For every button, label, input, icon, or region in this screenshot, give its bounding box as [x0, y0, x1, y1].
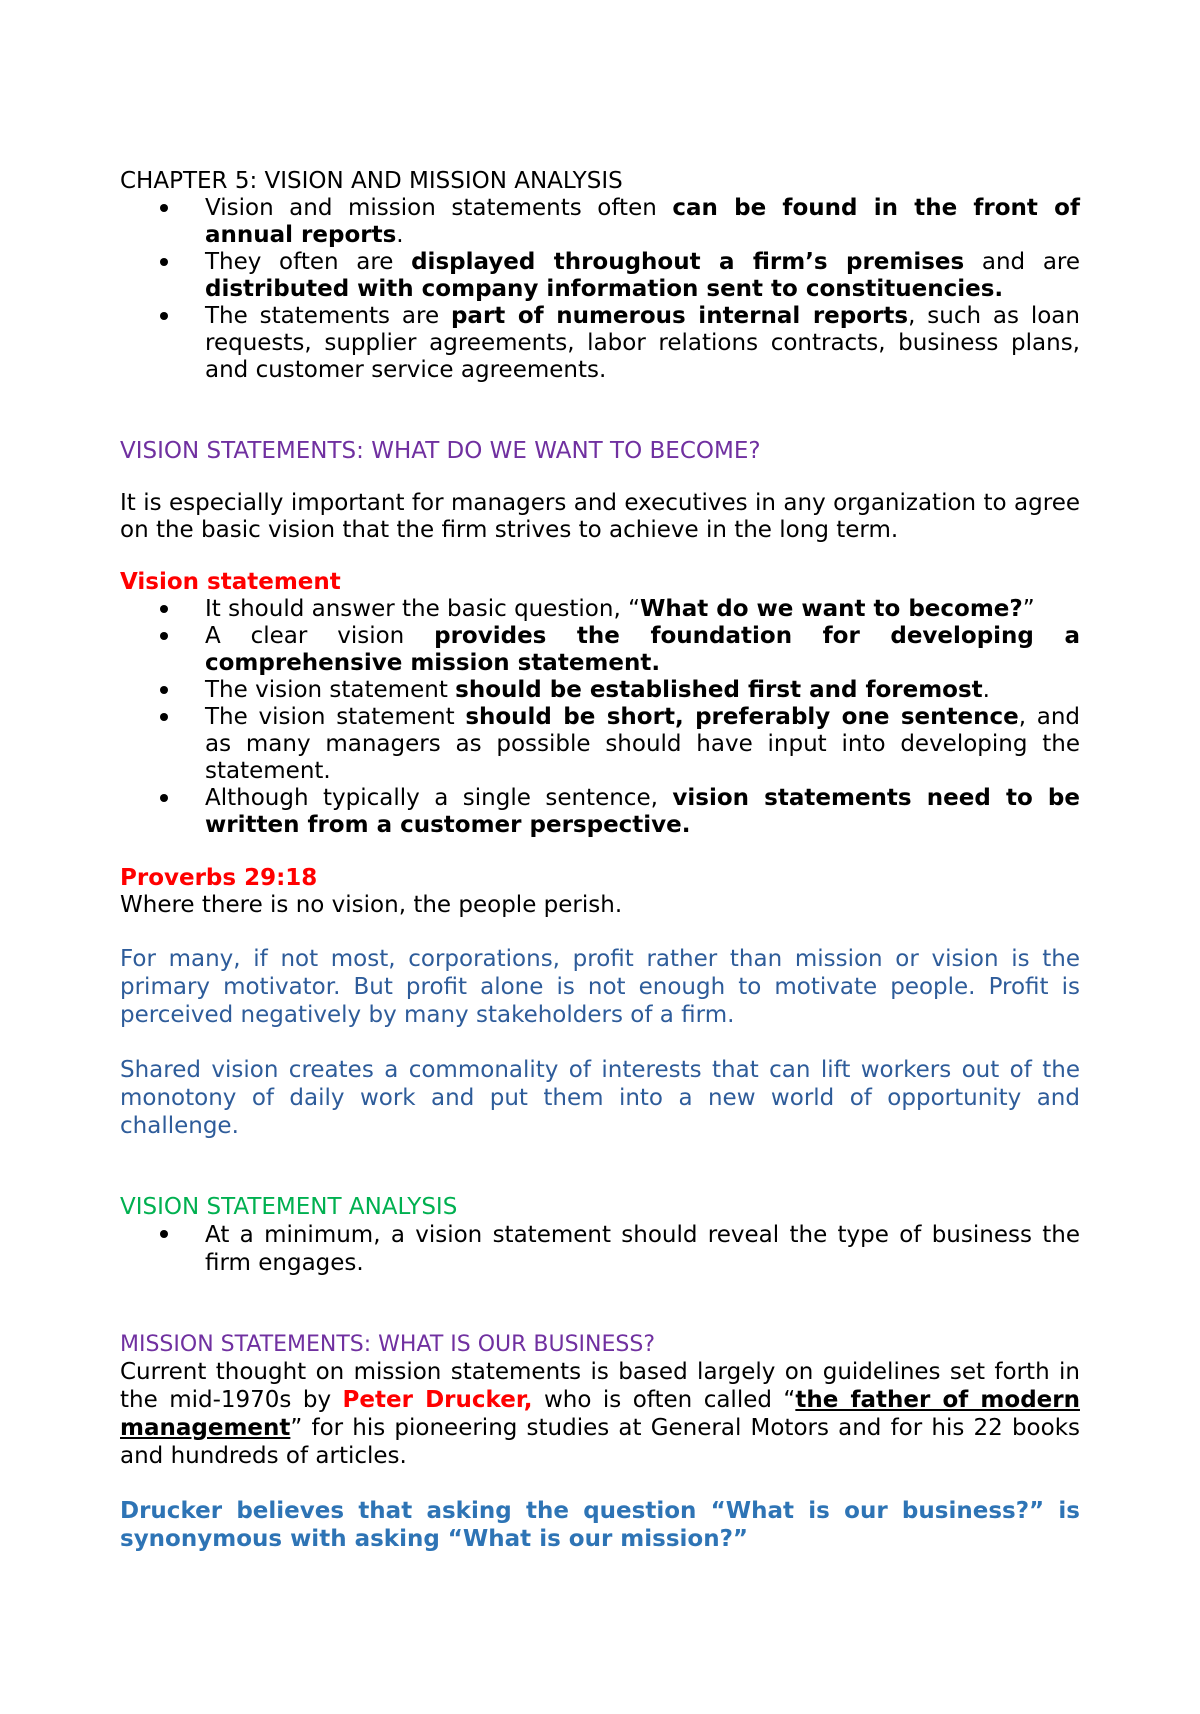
mission-paragraph [120, 1358, 1080, 1470]
bullet-text: , and as many managers as possible should have input into developing the statement. [205, 704, 1080, 784]
mission-heading: MISSION STATEMENTS: WHAT IS OUR BUSINESS? [120, 1332, 656, 1357]
bullet-text: and are [964, 249, 1081, 275]
intro-bullet-list [120, 195, 1080, 384]
profit-paragraph: For many, if not most, corporations, profit rather than mission or vision is the primary motivator. But profit alone is not enough to motivate people. Profit is perceived negatively by many stakeholders of a firm. [120, 946, 1080, 1028]
list-item [120, 195, 1080, 249]
father-of-modern-management-quote: the father of modern management [120, 1387, 1080, 1441]
bullet-bold-text: should be established first and foremost [455, 677, 983, 703]
bullet-text: . [982, 677, 990, 703]
bullet-text: ” [1022, 596, 1035, 622]
drucker-name: Peter Drucker, [342, 1387, 533, 1413]
bullet-text: It should answer the basic question, “ [205, 596, 640, 622]
bullet-bold-text: distributed with company information sent to constituencies. [205, 276, 1004, 302]
vision-heading: VISION STATEMENTS: WHAT DO WE WANT TO BECOME? [120, 438, 761, 464]
bullet-bold-text: should be short, preferably one sentence [465, 704, 1019, 730]
list-item: At a minimum, a vision statement should reveal the type of business the firm engages. [120, 1221, 1080, 1277]
bullet-text: The vision statement [205, 677, 456, 703]
bullet-text: , such as loan requests, supplier agreements, labor relations contracts, business plans, and customer service agreements. [205, 303, 1080, 383]
bullet-text: A clear vision [205, 623, 435, 649]
document-page [120, 168, 1080, 1553]
list-item [120, 596, 1080, 623]
shared-vision-paragraph: Shared vision creates a commonality of interests that can lift workers out of the monotony of daily work and put them into a new world of opportunity and challenge. [120, 1057, 1080, 1139]
bullet-bold-text: provides the foundation for developing a comprehensive mission statement. [205, 623, 1080, 676]
paragraph-text: ” for his pioneering studies at General Motors and for his 22 books and hundreds of articles. [120, 1415, 1080, 1469]
list-item [120, 249, 1080, 303]
paragraph-text: Current thought on mission statements is based largely on guidelines set forth in the mid-1970s by [120, 1359, 1080, 1413]
bullet-bold-text: vision statements need to be written from a customer perspective. [205, 785, 1080, 838]
drucker-quote: Drucker believes that asking the question “What is our business?” is synonymous with asking “What is our mission?” [120, 1498, 1080, 1552]
list-item [120, 303, 1080, 384]
paragraph-text: who is often called “ [532, 1387, 796, 1413]
vision-statement-label: Vision statement [120, 569, 341, 595]
proverbs-text: Where there is no vision, the people perish. [120, 892, 623, 918]
proverbs-reference: Proverbs 29:18 [120, 865, 318, 891]
list-item [120, 623, 1080, 677]
vision-intro-paragraph: It is especially important for managers and executives in any organization to agree on the basic vision that the firm strives to achieve in the long term. [120, 490, 1080, 543]
bullet-text: Although typically a single sentence, [205, 785, 673, 811]
list-item [120, 677, 1080, 704]
vision-bullet-list [120, 596, 1080, 839]
analysis-heading: VISION STATEMENT ANALYSIS [120, 1194, 458, 1220]
list-item [120, 704, 1080, 785]
bullet-bold-text: can be found in the front of annual reports [205, 195, 1080, 248]
bullet-text: . [396, 222, 404, 248]
bullet-text: The statements are [205, 303, 451, 329]
analysis-bullet-list [120, 1221, 1080, 1277]
chapter-title: CHAPTER 5: VISION AND MISSION ANALYSIS [120, 168, 623, 194]
bullet-text: Vision and mission statements often [205, 195, 673, 221]
bullet-bold-text: part of numerous internal reports [450, 303, 909, 329]
bullet-bold-text: displayed throughout a firm’s premises [411, 249, 965, 275]
bullet-text: They often are [205, 249, 412, 275]
bullet-bold-text: What do we want to become? [640, 596, 1023, 622]
list-item [120, 785, 1080, 839]
bullet-text: The vision statement [205, 704, 466, 730]
